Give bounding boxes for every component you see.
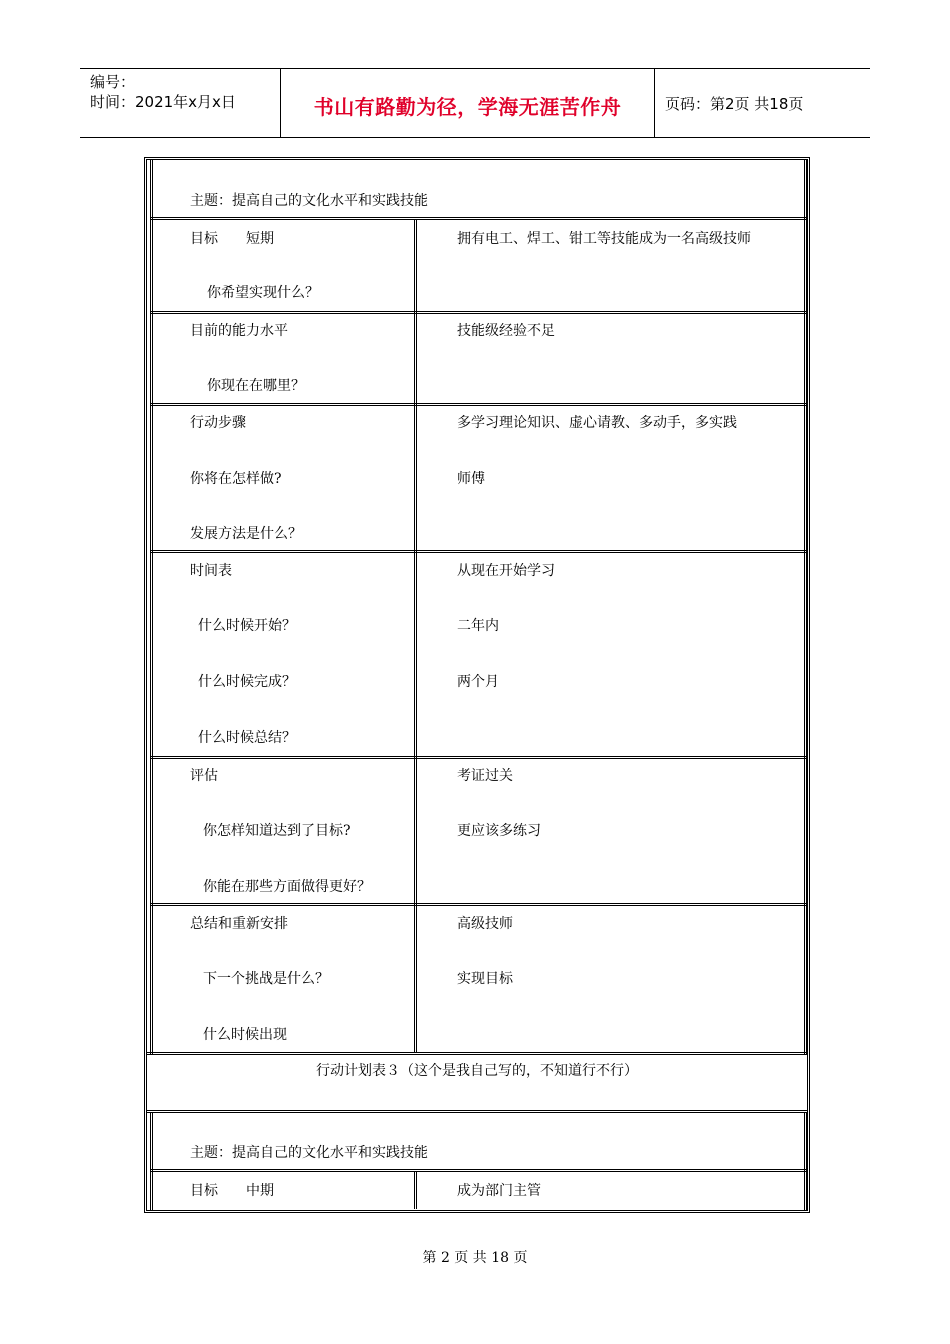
theme-title: 主题：提高自己的文化水平和实践技能	[190, 1145, 428, 1161]
row-prompt: 下一个挑战是什么？	[203, 971, 329, 987]
row-prompt: 什么时候出现	[203, 1027, 287, 1043]
row-divider	[146, 1110, 808, 1113]
row-label: 总结和重新安排	[190, 916, 288, 932]
row-divider	[150, 1169, 807, 1172]
row-answer: 两个月	[457, 674, 499, 690]
row-prompt: 你希望实现什么？	[207, 285, 319, 301]
document-date: 时间：2021年x月x日	[90, 93, 236, 111]
column-divider	[414, 219, 417, 1053]
row-prompt: 什么时候开始？	[198, 618, 296, 634]
row-prompt: 什么时候总结？	[198, 730, 296, 746]
row-divider	[150, 903, 807, 906]
row-divider	[150, 217, 807, 220]
row-answer: 技能级经验不足	[457, 323, 555, 339]
row-label: 目标 短期	[190, 231, 274, 247]
theme-title: 主题：提高自己的文化水平和实践技能	[190, 193, 428, 209]
row-prompt: 发展方法是什么？	[190, 526, 302, 542]
table-inner-left-border	[150, 160, 153, 1054]
header-page-number: 页码：第2页 共18页	[665, 95, 804, 113]
header-page-cell	[655, 69, 870, 137]
table-inner-left-border-2	[150, 1112, 153, 1210]
header-meta-cell	[80, 69, 281, 137]
row-answer: 拥有电工、焊工、钳工等技能成为一名高级技师	[457, 231, 751, 247]
header-motto: 书山有路勤为径，学海无涯苦作舟	[313, 95, 622, 119]
row-label: 时间表	[190, 563, 232, 579]
plan-table-title: 行动计划表３（这个是我自己写的，不知道行不行）	[316, 1063, 638, 1079]
row-prompt: 你能在那些方面做得更好？	[203, 879, 371, 895]
page-footer: 第 2 页 共 18 页	[422, 1250, 528, 1266]
row-label: 目前的能力水平	[190, 323, 288, 339]
row-answer: 高级技师	[457, 916, 513, 932]
row-divider	[146, 1052, 808, 1055]
row-answer: 师傅	[457, 471, 485, 487]
row-divider	[150, 550, 807, 553]
row-prompt: 你现在在哪里？	[207, 378, 305, 394]
row-prompt: 什么时候完成？	[198, 674, 296, 690]
row-answer: 从现在开始学习	[457, 563, 555, 579]
row-divider	[150, 311, 807, 314]
row-answer: 更应该多练习	[457, 823, 541, 839]
table-inner-right-border-2	[804, 1112, 807, 1210]
row-answer: 考证过关	[457, 768, 513, 784]
row-answer: 实现目标	[457, 971, 513, 987]
row-divider	[150, 756, 807, 759]
document-number-label: 编号：	[90, 73, 136, 91]
row-answer: 成为部门主管	[457, 1183, 541, 1199]
row-prompt: 你怎样知道达到了目标?	[203, 823, 351, 839]
table-inner-right-border	[804, 160, 807, 1054]
row-prompt: 你将在怎样做?	[190, 471, 282, 487]
page-header	[80, 68, 870, 138]
row-label: 行动步骤	[190, 415, 246, 431]
row-answer: 二年内	[457, 618, 499, 634]
row-divider	[150, 403, 807, 406]
row-answer: 多学习理论知识、虚心请教、多动手，多实践	[457, 415, 737, 431]
row-label: 评估	[190, 768, 218, 784]
row-label: 目标 中期	[190, 1183, 274, 1199]
header-motto-cell	[281, 69, 655, 137]
column-divider	[414, 1171, 417, 1209]
